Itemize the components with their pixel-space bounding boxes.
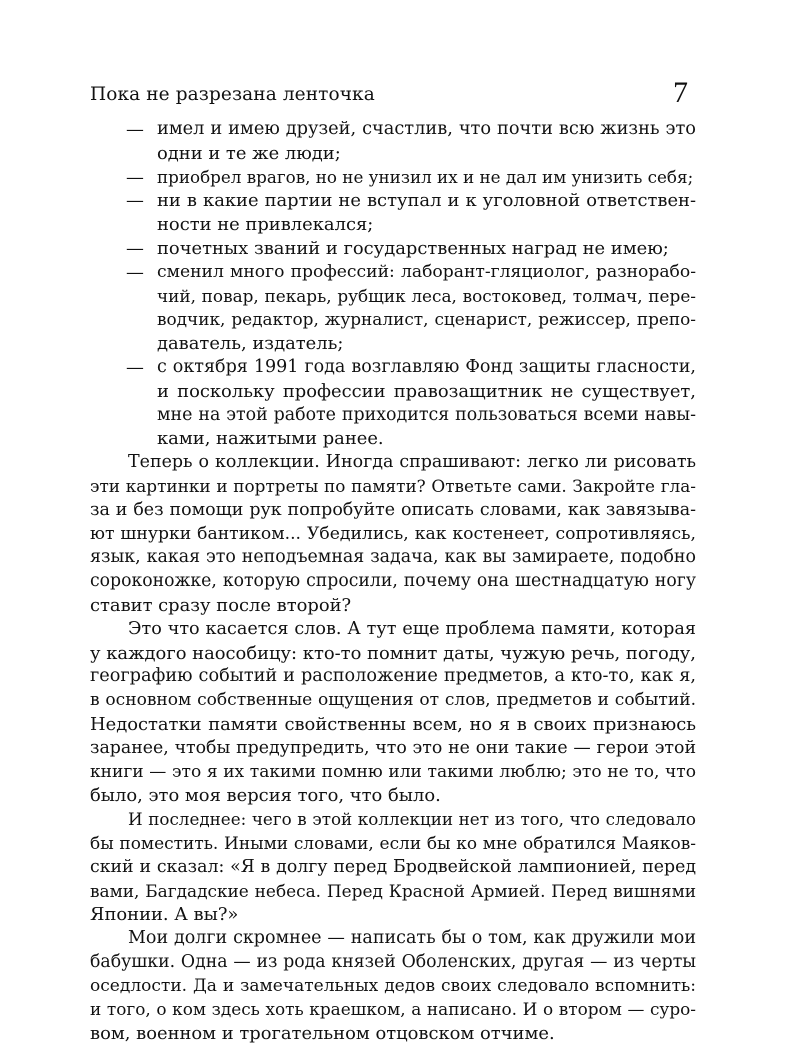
paragraph-line: оседлости. Да и замечательных дедов своих следовало вспомнить: xyxy=(90,975,696,996)
paragraph-line: бабушки. Одна — из рода князей Оболенских, другая — из черты xyxy=(90,951,696,972)
list-item xyxy=(90,237,696,261)
list-item-line: мне на этой работе приходится пользоваться всеми навы- xyxy=(157,404,696,425)
list-dash: — xyxy=(126,119,144,140)
list-item-line: ками, нажитыми ранее. xyxy=(157,428,384,450)
list-item xyxy=(90,261,696,356)
paragraph-line: ставит сразу после второй? xyxy=(90,594,352,616)
running-title: Пока не разрезана ленточка xyxy=(90,84,375,105)
paragraph-line: ский и сказал: «Я в долгу перед Бродвейской лампионией, перед xyxy=(90,856,696,877)
list-item-line: имел и имею друзей, счастлив, что почти всю жизнь это xyxy=(157,119,696,139)
list-item-line: даватель, издатель; xyxy=(157,333,344,355)
paragraph xyxy=(90,618,696,808)
list-item xyxy=(90,166,696,190)
list-dash: — xyxy=(126,261,144,283)
list-item-line: водчик, редактор, журналист, сценарист, режиссер, препо- xyxy=(157,309,696,330)
paragraph-line: было, это моя версия того, что было. xyxy=(90,785,441,807)
paragraph-line: вами, Багдадские небеса. Перед Красной Армией. Перед вишнями xyxy=(90,880,696,901)
paragraph-line: язык, какая это неподъемная задача, как вы замираете, подобно xyxy=(90,547,696,568)
paragraph-line: Теперь о коллекции. Иногда спрашивают: легко ли рисовать xyxy=(128,452,696,473)
list-item-line: ности не привлекался; xyxy=(157,214,374,236)
list-item-line: и поскольку профессии правозащитник не существует, xyxy=(157,380,696,402)
paragraph-line: сороконожке, которую спросили, почему она шестнадцатую ногу xyxy=(90,571,696,592)
list-item-line: почетных званий и государственных наград не имею; xyxy=(157,237,669,259)
paragraph xyxy=(90,808,696,927)
list-item-line: ни в какие партии не вступал и к уголовной ответствен- xyxy=(157,190,696,212)
paragraph-line: ют шнурки бантиком... Убедились, как костенеет, сопротивляясь, xyxy=(90,523,696,544)
paragraph-line: в основном собственные ощущения от слов, предметов и событий. xyxy=(90,690,696,711)
list-item xyxy=(90,189,696,237)
list-dash: — xyxy=(126,190,144,212)
paragraph-line: и того, о ком здесь хоть краешком, а написано. И о втором — суро- xyxy=(90,999,696,1020)
body-text xyxy=(90,118,696,1046)
paragraph-line: Недостатки памяти свойственны всем, но я в своих признаюсь xyxy=(90,713,696,735)
paragraph xyxy=(90,927,696,1046)
list-dash: — xyxy=(126,237,144,259)
paragraph-line: заранее, чтобы предупредить, что это не они такие — герои этой xyxy=(90,737,696,758)
page-number: 7 xyxy=(673,76,688,109)
paragraph-line: бы поместить. Иными словами, если бы ко мне обратился Маяков- xyxy=(90,832,696,853)
paragraph-line: географию событий и расположение предметов, а кто-то, как я, xyxy=(90,666,696,687)
list-dash: — xyxy=(126,166,144,188)
biography-list xyxy=(90,118,696,451)
list-item-line: с октября 1991 года возглавляю Фонд защиты гласности, xyxy=(157,356,696,377)
paragraph-line: Это что касается слов. А тут еще проблема памяти, которая xyxy=(128,618,696,639)
list-dash: — xyxy=(126,356,144,378)
list-item xyxy=(90,356,696,451)
paragraph-line: у каждого наособицу: кто-то помнит даты, чужую речь, погоду, xyxy=(90,642,696,664)
paragraph-line: эти картинки и портреты по памяти? Ответьте сами. Закройте гла- xyxy=(90,475,696,496)
list-item-line: приобрел врагов, но не унизил их и не дал им унизить себя; xyxy=(157,166,694,187)
paragraph-line: И последнее: чего в этой коллекции нет из того, что следовало xyxy=(128,809,696,830)
paragraph-line: за и без помощи рук попробуйте описать словами, как завязыва- xyxy=(90,499,696,520)
paragraph xyxy=(90,451,696,618)
running-head xyxy=(90,76,696,110)
paragraph-line: вом, военном и трогательном отцовском отчиме. xyxy=(90,1023,555,1045)
list-item xyxy=(90,118,696,166)
paragraph-line: Японии. А вы?» xyxy=(90,904,239,926)
paragraph-line: книги — это я их такими помню или такими люблю; это не то, что xyxy=(90,761,696,782)
paragraph-line: Мои долги скромнее — написать бы о том, как дружили мои xyxy=(128,928,696,949)
list-item-line: чий, повар, пекарь, рубщик леса, востоковед, толмач, пере- xyxy=(157,285,696,306)
list-item-line: одни и те же люди; xyxy=(157,142,341,164)
list-item-line: сменил много профессий: лаборант-гляциолог, разнорабо- xyxy=(157,261,696,282)
